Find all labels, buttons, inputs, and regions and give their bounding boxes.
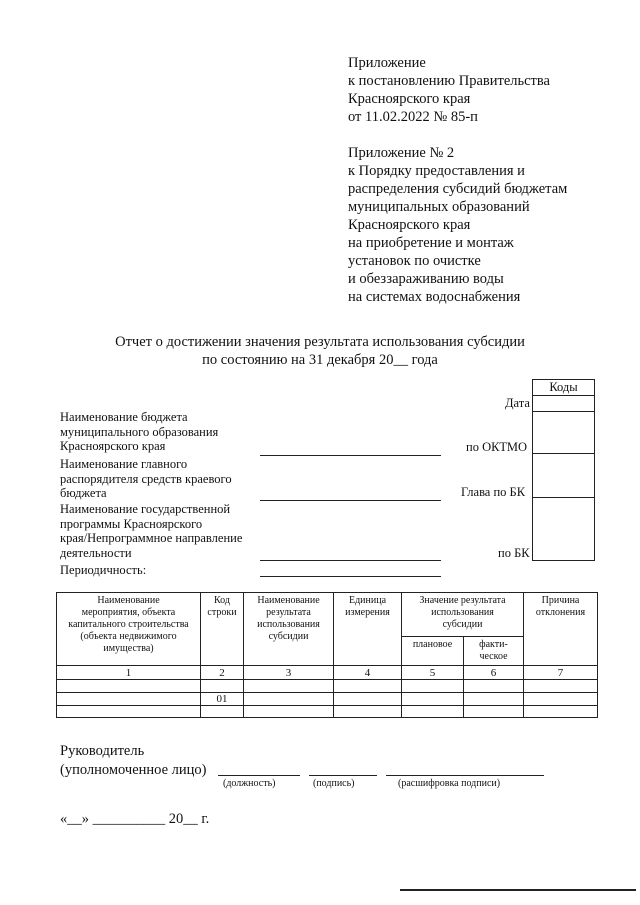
appendix-line: и обеззараживанию воды <box>348 271 504 287</box>
approval-line: от 11.02.2022 № 85-п <box>348 109 478 125</box>
appendix-line: Красноярского края <box>348 217 471 233</box>
label-line: программы Красноярского <box>60 516 203 531</box>
periodicity-underline <box>260 576 441 577</box>
date-line: «__» __________ 20__ г. <box>60 811 210 827</box>
title-line-2: по состоянию на 31 декабря 20__ года <box>202 352 438 368</box>
code-date-cell <box>532 395 595 412</box>
header-line: ческое <box>479 651 508 662</box>
column-number: 7 <box>524 666 598 680</box>
table-cell[interactable] <box>464 706 524 718</box>
header-line: капитального строительства <box>68 619 189 630</box>
row-code: 01 <box>201 693 244 706</box>
position-caption: (должность) <box>223 778 276 789</box>
code-oktmo-cell <box>532 411 595 454</box>
column-number: 4 <box>334 666 402 680</box>
header-line: мероприятия, объекта <box>81 607 176 618</box>
header-line: Единица <box>348 595 387 606</box>
signature-authorized: (уполномоченное лицо) <box>60 762 207 778</box>
header-line: отклонения <box>535 607 586 618</box>
label-line: Наименование главного <box>60 457 188 471</box>
header-line: строки <box>207 607 237 618</box>
approval-line: Красноярского края <box>348 91 471 107</box>
appendix-line: установок по очистке <box>348 253 481 269</box>
label-line: распорядителя средств краевого <box>60 471 232 486</box>
column-number: 6 <box>464 666 524 680</box>
header-line: использования <box>431 607 494 618</box>
table-cell[interactable] <box>334 693 402 706</box>
header-deviation-reason <box>524 593 598 666</box>
header-actual <box>464 637 524 666</box>
table-cell[interactable] <box>402 680 464 693</box>
results-table <box>56 592 598 718</box>
signature-line[interactable] <box>309 775 377 776</box>
budget-name-label <box>60 410 218 454</box>
table-cell[interactable] <box>244 680 334 693</box>
column-number: 2 <box>201 666 244 680</box>
table-cell[interactable] <box>57 693 201 706</box>
header-line: использования <box>257 619 320 630</box>
report-title <box>0 333 640 369</box>
decoding-caption: (расшифровка подписи) <box>398 778 501 789</box>
program-name-underline <box>260 560 441 561</box>
header-line: субсидии <box>442 619 483 630</box>
table-cell[interactable] <box>402 693 464 706</box>
header-unit <box>334 593 402 666</box>
header-line: Наименование <box>97 595 160 606</box>
budget-name-underline <box>260 455 441 456</box>
table-cell[interactable] <box>244 706 334 718</box>
table-cell[interactable] <box>201 706 244 718</box>
signature-caption: (подпись) <box>313 778 355 789</box>
label-line: бюджета <box>60 486 107 501</box>
title-line-1: Отчет о достижении значения результата использования субсидии <box>115 334 525 350</box>
table-cell[interactable] <box>244 693 334 706</box>
header-line: Код <box>214 595 230 606</box>
approval-line: к постановлению Правительства <box>348 73 550 89</box>
bk-label: по БК <box>498 546 530 560</box>
signature-head: Руководитель <box>60 743 145 759</box>
label-line: Наименование бюджета <box>60 410 188 424</box>
codes-header-box <box>532 379 595 396</box>
appendix-line: Приложение № 2 <box>348 145 455 161</box>
table-cell[interactable] <box>334 706 402 718</box>
label-line: деятельности <box>60 545 132 560</box>
label-line: муниципального образования <box>60 424 219 439</box>
label-line: края/Непрограммное направление <box>60 531 243 546</box>
position-line[interactable] <box>218 775 300 776</box>
appendix-line: распределения субсидий бюджетам <box>348 181 568 197</box>
appendix-line: на приобретение и монтаж <box>348 235 514 251</box>
header-line-code <box>201 593 244 666</box>
header-line: (объекта недвижимого <box>80 631 177 642</box>
header-result-value <box>402 593 524 637</box>
column-number: 3 <box>244 666 334 680</box>
code-glava-cell <box>532 453 595 498</box>
header-line: Причина <box>541 595 580 606</box>
oktmo-label: по ОКТМО <box>466 440 528 454</box>
header-line: результата <box>266 607 311 618</box>
distributor-name-underline <box>260 500 441 501</box>
table-cell[interactable] <box>464 693 524 706</box>
code-bk-cell <box>532 497 595 561</box>
header-line: Значение результата <box>419 595 506 606</box>
table-cell[interactable] <box>402 706 464 718</box>
approval-line: Приложение <box>348 55 426 71</box>
table-cell[interactable] <box>334 680 402 693</box>
header-line: факти- <box>479 639 508 650</box>
periodicity-label: Периодичность: <box>60 563 147 577</box>
table-cell[interactable] <box>464 680 524 693</box>
appendix-line: на системах водоснабжения <box>348 289 521 305</box>
label-line: Наименование государственной <box>60 502 231 516</box>
codes-header: Коды <box>549 380 578 394</box>
table-cell[interactable] <box>524 706 598 718</box>
scan-edge-line <box>400 889 636 891</box>
header-line: Наименование <box>257 595 320 606</box>
appendix-line: к Порядку предоставления и <box>348 163 525 179</box>
date-label: Дата <box>505 396 530 410</box>
approval-block <box>348 54 567 306</box>
header-line: субсидии <box>268 631 309 642</box>
table-cell[interactable] <box>57 680 201 693</box>
header-planned: плановое <box>402 637 464 666</box>
column-number: 5 <box>402 666 464 680</box>
table-cell[interactable] <box>524 693 598 706</box>
label-line: Красноярского края <box>60 439 166 454</box>
glava-label: Глава по БК <box>461 485 526 499</box>
program-name-label <box>60 502 242 560</box>
header-line: измерения <box>345 607 390 618</box>
table-cell[interactable] <box>57 706 201 718</box>
appendix-line: муниципальных образований <box>348 199 530 215</box>
header-line: имущества) <box>103 643 154 654</box>
header-activity <box>57 593 201 666</box>
distributor-name-label <box>60 457 232 501</box>
header-result-name <box>244 593 334 666</box>
table-cell[interactable] <box>524 680 598 693</box>
column-number: 1 <box>57 666 201 680</box>
decoding-line[interactable] <box>386 775 544 776</box>
table-cell[interactable] <box>201 680 244 693</box>
